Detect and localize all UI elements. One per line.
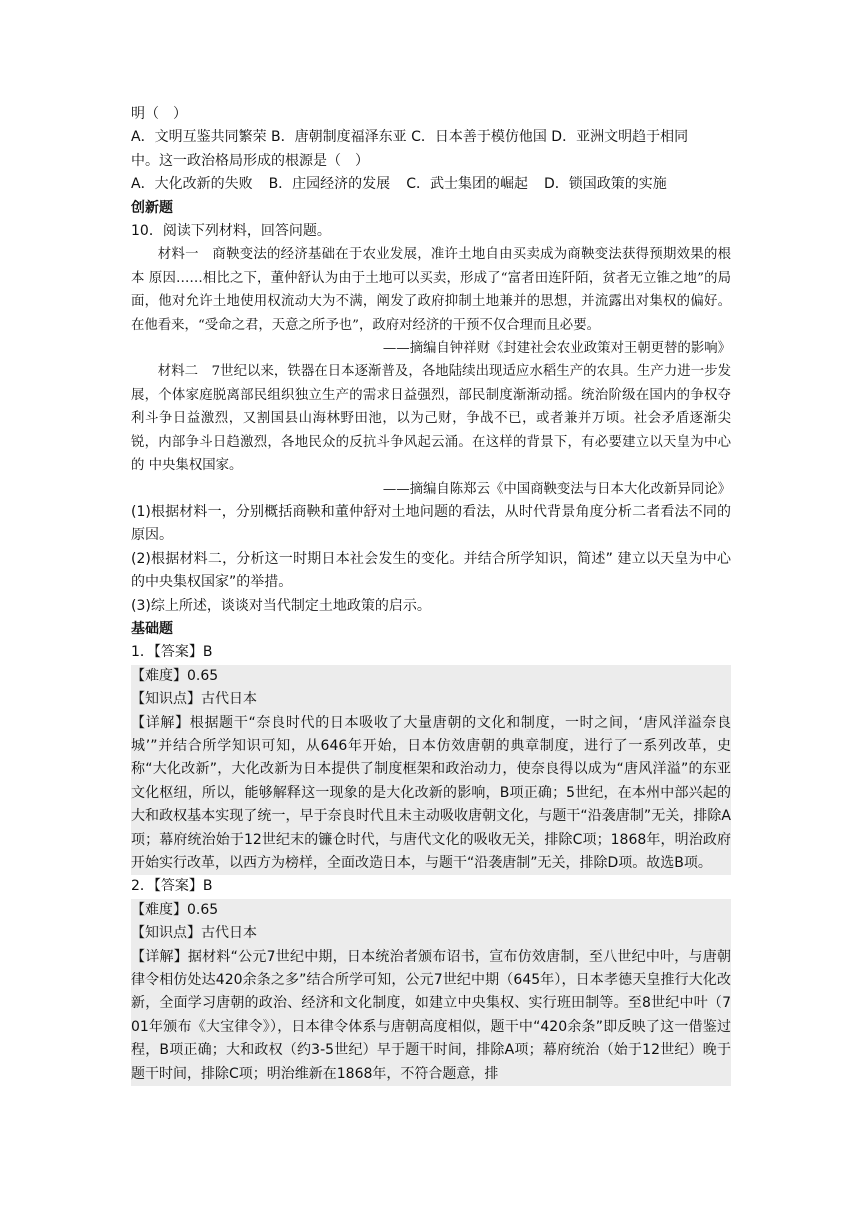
question-stem-tail: 中。这一政治格局形成的根源是（ ）: [131, 152, 369, 169]
option-d: D．锁国政策的实施: [543, 176, 667, 193]
answer-2-difficulty: 【难度】0.65: [131, 901, 219, 918]
answer-1-analysis: [131, 665, 731, 876]
question-options: [131, 173, 731, 196]
option-c: C．武士集团的崛起: [406, 176, 528, 193]
option-a: A．大化改新的失败: [131, 176, 253, 193]
answer-1-key: 1．【答案】B: [131, 644, 213, 661]
q9-stem-tail: 明（ ）: [131, 106, 187, 122]
q9-options: A．文明互鉴共同繁荣 B．唐朝制度福泽东亚 C．日本善于模仿他国 D．亚洲文明趋于相同: [131, 129, 689, 146]
q10-subquestion-2: (2)根据材料二，分析这一时期日本社会发生的变化。并结合所学知识，简述” 建立以天皇为中心 的中央集权国家”的举措。: [131, 550, 745, 591]
answer-1-difficulty: 【难度】0.65: [131, 667, 219, 684]
answer-1-knowledge-point: 【知识点】古代日本: [131, 691, 257, 708]
answer-2-analysis: [131, 899, 731, 1086]
material-one: 材料一 商鞅变法的经济基础在于农业发展，准许土地自由买卖成为商鞅变法获得预期效果的根本 原因……相比之下，董仲舒认为由于土地可以买卖，形成了“富者田连阡陌，贫者无立锥之地”的局 面，他对允许土地使用权流动大为不满，阐发了政府抑制土地兼并的思想，并流露出对集权的偏好。 在他看来，“受命之君，天意之所予也”，政府对经济的干预不仅合理而且必要。: [131, 247, 731, 333]
answer-2-detail: 【详解】据材料“公元7世纪中期，日本统治者颁布诏书，宣布仿效唐制，至八世纪中叶，与唐朝律令相仿处达420余条之多”结合所学可知，公元7世纪中期（645年），日本孝德天皇推行大化改新，全面学习唐朝的政治、经济和文化制度，如建立中央集权、实行班田制等。至8世纪中叶（701年颁布《大宝律令》），日本律令体系与唐朝高度相似，题干中“420余条”即反映了这一借鉴过程，B项正确；大和政权（约3-5世纪）早于题干时间，排除A项；幕府统治（始于12世纪）晚于题干时间，排除C项；明治维新在1868年，不符合题意，排: [131, 948, 731, 1082]
answer-1: [131, 641, 731, 875]
document-page: [131, 103, 745, 1086]
answer-2-key: 2．【答案】B: [131, 878, 213, 895]
answer-2-knowledge-point: 【知识点】古代日本: [131, 925, 257, 942]
q10-stem: 10．阅读下列材料，回答问题。: [131, 223, 331, 240]
material-two: 材料二 7世纪以来，铁器在日本逐渐普及，各地陆续出现适应水稻生产的农具。生产力进一步发展，个体家庭脱离部民组织独立生产的需求日益强烈，部民制度渐渐动摇。统治阶级在国内的争权夺利斗争日益激烈，又割国县山海林野田池，以为己财，争战不已，或者兼并万顷。社会矛盾逐渐尖锐，内部争斗日趋激烈，各地民众的反抗斗争风起云涌。在这样的背景下，有必要建立以天皇为中心的 中央集权国家。: [131, 364, 731, 474]
section-heading-basic: 基础题: [131, 620, 173, 637]
q10-subquestion-3: (3)综上所述，谈谈对当代制定土地政策的启示。: [131, 597, 431, 614]
material-two-source: ——摘编自陈郑云《中国商鞅变法与日本大化改新异同论》: [382, 481, 731, 497]
answer-1-detail: 【详解】根据题干“奈良时代的日本吸收了大量唐朝的文化和制度，一时之间，‘唐风洋溢奈良城’”并结合所学知识可知，从646年开始，日本仿效唐朝的典章制度，进行了一系列改革，史称“大化改新”，大化改新为日本提供了制度框架和政治动力，使奈良得以成为“唐风洋溢”的东亚文化枢纽，所以，能够解释这一现象的是大化改新的影响，B项正确；5世纪，在本州中部兴起的大和政权基本实现了统一，早于奈良时代且未主动吸收唐朝文化，与题干“沿袭唐制”无关，排除A项；幕府统治始于12世纪末的镰仓时代，与唐代文化的吸收无关，排除C项；1868年，明治政府开始实行改革，以西方为榜样，全面改造日本，与题干“沿袭唐制”无关，排除D项。故选B项。: [131, 714, 731, 871]
section-heading-innovation: 创新题: [131, 199, 173, 216]
material-one-source: ——摘编自钟祥财《封建社会农业政策对王朝更替的影响》: [382, 341, 731, 357]
option-b: B．庄园经济的发展: [268, 176, 391, 193]
answer-2: [131, 875, 731, 1086]
q10-subquestion-1: (1)根据材料一，分别概括商鞅和董仲舒对土地问题的看法，从时代背景角度分析二者看法不同的原因。: [131, 503, 731, 544]
